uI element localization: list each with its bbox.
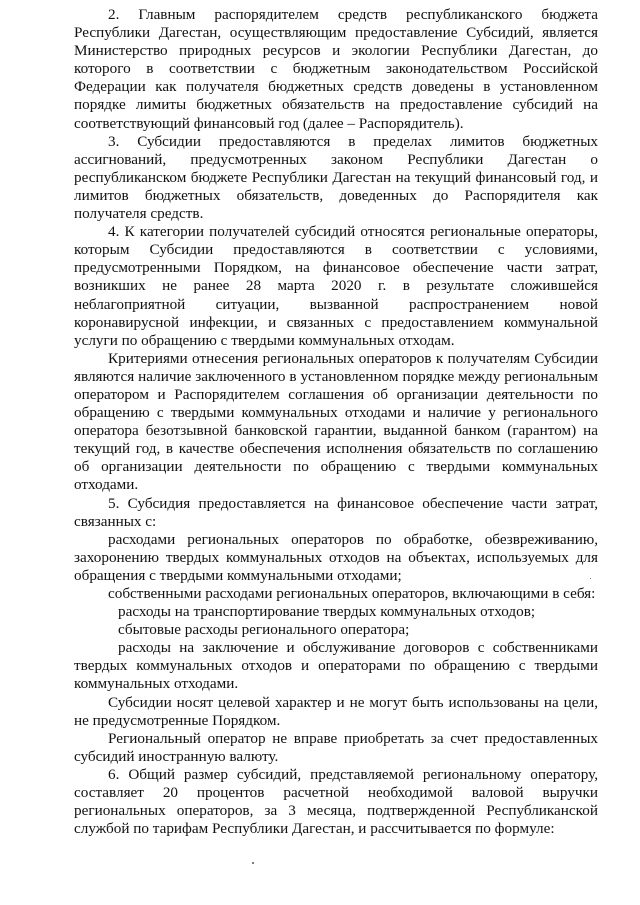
paragraph-5-subitem-contracts: расходы на заключение и обслуживание договоров с собственниками твердых коммунальных отходов и операторами по обращению с твердыми коммунальных отходами. [74, 639, 598, 693]
paragraph-target-use: Субсидии носят целевой характер и не могут быть использованы на цели, не предусмотренные Порядком. [74, 693, 598, 729]
paragraph-5-subitem-sales: сбытовые расходы регионального оператора; [118, 621, 410, 639]
paragraph-5-item-processing: расходами региональных операторов по обработке, обезвреживанию, захоронению твердых коммунальных отходов на объектах, используемых для обращения с твердыми коммунальными отходами; [74, 530, 598, 584]
document-body [74, 6, 598, 838]
scan-speck [252, 862, 254, 864]
paragraph-criteria: Критериями отнесения региональных операторов к получателям Субсидии являются наличие заключенного в установленном порядке между региональным оператором и Распорядителем соглашения об организации деятельности по обращению с твердыми коммунальных отходами и наличие у регионального оператора безотзывной банковской гарантии, выданной банком (гарантом) на текущий год, в качестве обеспечения исполнения обязательств по соглашению об организации деятельности по обращению с твердыми коммунальных отходами. [74, 349, 598, 494]
scan-speck [590, 578, 591, 579]
paragraph-5-subitem-transport: расходы на транспортирование твердых коммунальных отходов; [118, 603, 536, 621]
paragraph-4: 4. К категории получателей субсидий относятся региональные операторы, которым Субсидии предоставляются в соответствии с условиями, предусмотренными Порядком, на финансовое обеспечение части затрат, возникших не ранее 28 марта 2020 г. в результате сложившейся неблагоприятной ситуации, вызванной распространением новой коронавирусной инфекции, и связанных с предоставлением коммунальной услуги по обращению с твердыми коммунальных отходам. [74, 223, 598, 349]
paragraph-5-item-own-costs: собственными расходами региональных операторов, включающими в себя: [108, 585, 596, 602]
paragraph-2: 2. Главным распорядителем средств республиканского бюджета Республики Дагестан, осуществляющим предоставление Субсидий, является Министерство природных ресурсов и экологии Республики Дагестан, до которого в соответствии с бюджетным законодательством Российской Федерации как получателя бюджетных средств доведены в установленном порядке лимиты бюджетных обязательств на предоставление субсидий на соответствующий финансовый год (далее – Распорядитель). [74, 6, 598, 132]
paragraph-5: 5. Субсидия предоставляется на финансовое обеспечение части затрат, связанных с: [74, 494, 598, 530]
paragraph-currency: Региональный оператор не вправе приобретать за счет предоставленных субсидий иностранную валюту. [74, 729, 598, 765]
paragraph-6: 6. Общий размер субсидий, представляемой региональному оператору, составляет 20 процентов расчетной необходимой валовой выручки региональных операторов, за 3 месяца, подтвержденной Республиканской службой по тарифам Республики Дагестан, и рассчитывается по формуле: [74, 765, 598, 838]
paragraph-3: 3. Субсидии предоставляются в пределах лимитов бюджетных ассигнований, предусмотренных законом Республики Дагестан о республиканском бюджете Республики Дагестан на текущий финансовый год, и лимитов бюджетных обязательств, доведенных до Распорядителя как получателя средств. [74, 132, 598, 223]
